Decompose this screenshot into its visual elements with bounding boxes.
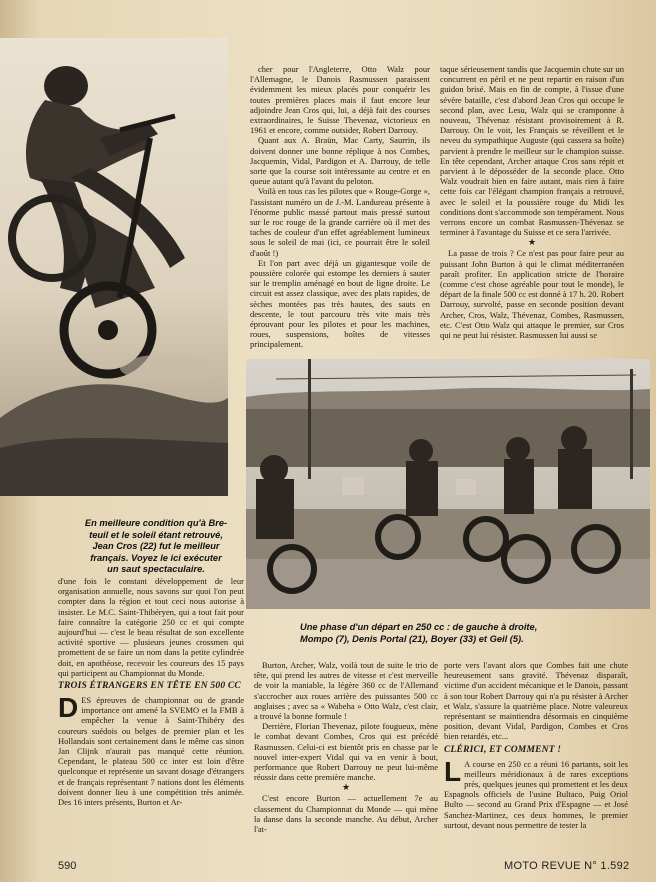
paragraph: Burton, Archer, Walz, voilà tout de suite le trio de tête, qui prend les autres de vitesse et c'est merveille de voir la maniable, la légère 360 cc de l'Allemand s'accrocher aux roues arrière des puissantes 500 cc anglaises ; avec sa « Wabeha » Otto Walz, c'est clair, a trouvé la bonne formule ! bbox=[254, 660, 438, 722]
jump-photo-image bbox=[0, 38, 228, 496]
photo-caption-jump bbox=[84, 518, 228, 576]
paragraph: porte vers l'avant alors que Combes fait une chute heureusement sans gravité. Thévenaz disparaît, victime d'un accident mécanique et le Danois, passant à son tour Robert Darrouy qui n'a pu résister à Archer et Walz, s'assure la quatrième place. Notre valeureux représentant se maintiendra désormais en cinquième position, devant Vidal, Pardigon, Combes et Cros bien retardés, etc... bbox=[444, 660, 628, 742]
magazine-footer: MOTO REVUE N° 1.592 bbox=[504, 860, 630, 872]
caption-line: Mompo (7), Denis Portal (21), Boyer (33) et Geil (5). bbox=[300, 633, 524, 644]
section-heading: TROIS ÉTRANGERS EN TÊTE EN 500 CC bbox=[58, 681, 241, 692]
section-heading: CLÉRICI, ET COMMENT ! bbox=[444, 744, 562, 755]
article-column-top-right bbox=[440, 64, 624, 354]
article-column-bottom-right bbox=[444, 660, 628, 854]
article-column-bottom-left bbox=[58, 576, 244, 848]
caption-line: Jean Cros (22) fut le meilleur bbox=[92, 541, 220, 551]
caption-line: français. Voyez le ici exécuter bbox=[90, 552, 222, 563]
paragraph: C'est encore Burton — actuellement 7e au classement du Championnat du Monde — qui mène la danse dans la seconde manche. Au début, Archer l'at- bbox=[254, 793, 438, 835]
caption-line: En meilleure condition qu'à Bre- bbox=[84, 518, 228, 528]
caption-line: un saut spectaculaire. bbox=[107, 564, 205, 574]
photo-caption-start bbox=[300, 622, 640, 645]
caption-line: teuil et le soleil étant retrouvé, bbox=[89, 529, 223, 540]
article-column-top-middle bbox=[250, 64, 430, 354]
paragraph: cher pour l'Angleterre, Otto Walz pour l'Allemagne, le Danois Rasmussen paraissent évidemment les mieux placés pour conquérir les toutes premières places mais il faut encore leur adjoindre Jean Cros qui, lui, a déjà fait des courses extraordinaires, le Suisse Thevenaz, victorieux en 1961 et encore, comme outsider, Robert Darrouy. bbox=[250, 64, 430, 136]
paragraph: La passe de trois ? Ce n'est pas pour faire peur au puissant John Burton à qui le climat méditerranéen paraît profiter. En application stricte de l'horaire (comme c'est chose agréable pour tout le monde), le départ de la finale 500 cc est donné à 17 h. 20. Robert Darrouy, survolté, passe en seconde position devant Archer, Cros, Walz, Thévenaz, Combes, Rasmussen, etc. C'est Otto Walz qui attaque le premier, sur Cros qui ne peut lui résister. Rasmussen lui aussi se bbox=[440, 248, 624, 341]
photo-start bbox=[246, 359, 650, 609]
paragraph: Et l'on part avec déjà un gigantesque voile de poussière colorée qui estompe les derniers à sauter sur le tremplin aménagé en bout de ligne droite. Le circuit est assez classique, avec des plats rapides, de sèches montées pas très hautes, des sauts en descente, le tout parcouru très vite mais très éprouvant pour les pilotes et pour les machines, roues, suspensions, boîtes de vitesses principalement. bbox=[250, 257, 430, 350]
article-column-bottom-middle bbox=[254, 660, 438, 850]
drop-cap: D bbox=[58, 692, 79, 724]
drop-cap: L bbox=[444, 755, 462, 787]
section-star: ★ bbox=[341, 782, 351, 793]
start-photo-image bbox=[246, 359, 650, 609]
paragraph: d'une fois le constant développement de leur organisation annuelle, nous savons sur quoi l'on peut compter dans la région et tout ceci nous autorise à insister. Le M.C. Saint-Thibéryen, qui a tout fait pour faire connaître la catégorie 250 cc et qui compte aujourd'hui — c'est le beau résultat de son excellente activité sportive — plusieurs jeunes crossmen qui promettent de se faire un nom dans la petite cylindrée doit, en apothéose, recevoir les coureurs des 15 pays qui participent au Championnat du Monde. bbox=[58, 576, 244, 678]
paragraph: A course en 250 cc a réuni 16 partants, soit les meilleurs méridionaux à de rares exceptions près, quelques jeunes qui promettent et les deux Espagnols officiels de l'usine Bultaco, Puig Oriol Bulto — second au Grand Prix d'Espagne — et José Sanchez-Martinez, ces deux hommes, le premier surtout, devant nous permettre de tester la bbox=[444, 758, 628, 830]
paragraph: taque sérieusement tandis que Jacquemin chute sur un concurrent en péril et ne peut repartir en raison d'un guidon brisé. Mais en fin de compte, à l'issue d'une sévère bataille, c'est d'abord Jean Cros qui occupe le second plan, avec Lesu, Walz qui se cramponne à nouveau, Thévenaz résistant provisoirement à R. Darrouy. On le voit, les Français se réveillent et le neveu du sympathique Auguste (qui cassera sa boîte) parvient à prendre le meilleur sur le champion suisse. En tête cependant, Archer attaque Cros sans répit et parvient à le déposséder de la seconde place. Otto Walz voudrait bien en faire autant, mais rien à faire cette fois car l'élégant champion français a retrouvé, avec le soleil et la poussière rouge du Midi les conditions dont s'accommode son tempérament. Nous verrons encore un combat Rasmussen-Thévenaz se terminer à l'avantage du Suisse et ce sera l'arrivée. bbox=[440, 64, 624, 238]
photo-jump bbox=[0, 38, 228, 496]
paragraph: Voilà en tous cas les pilotes que « Rouge-Gorge », l'assistant numéro un de J.-M. Landureau présente à l'énorme public massé partout mais pressé surtout sur le roc rouge de la grande carrière où il met des taches de couleur d'un effet agréablement lumineux sous le soleil de mai (ici, ce pourrait être le soleil d'août !) bbox=[250, 186, 430, 258]
paragraph: ES épreuves de championnat ou de grande importance ont amené la SVEMO et la FMB à empêcher la venue à Saint-Thibéry des coureurs suédois ou belges de premier plan et les Hollandais sont certainement dans le même cas sinon Jan Clijnk n'aurait pas manqué cette réunion. Cependant, le plateau 500 cc inter est loin d'être quelconque et représente un savant dosage d'étrangers et de français représentant 7 nations dont les éléments doivent donner lieu à une compétition très animée. Des 16 inters présents, Burton et Ar- bbox=[58, 695, 244, 808]
paragraph: Quant aux A. Braün, Mac Carty, Saurrin, ils doivent donner une bonne réplique à nos Combes, Jacquemin, Vidal, Pardigon et A. Darrouy, de telle sorte que la course soit intéressante au centre et en queue autant qu'à l'avant du peloton. bbox=[250, 135, 430, 187]
caption-line: Une phase d'un départ en 250 cc : de gauche à droite, bbox=[300, 622, 538, 632]
section-star: ★ bbox=[527, 237, 537, 248]
paragraph: Derrière, Florian Thevenaz, pilote fougueux, mène le combat devant Combes, Cros qui est précédé Rasmussen. Celui-ci est bientôt pris en chasse par le nouvel inter-expert Vidal qui va en venir à bout, performance que Robert Darrouy ne peut lui-même réussir dans cette première manche. bbox=[254, 721, 438, 783]
page-number: 590 bbox=[58, 860, 77, 872]
